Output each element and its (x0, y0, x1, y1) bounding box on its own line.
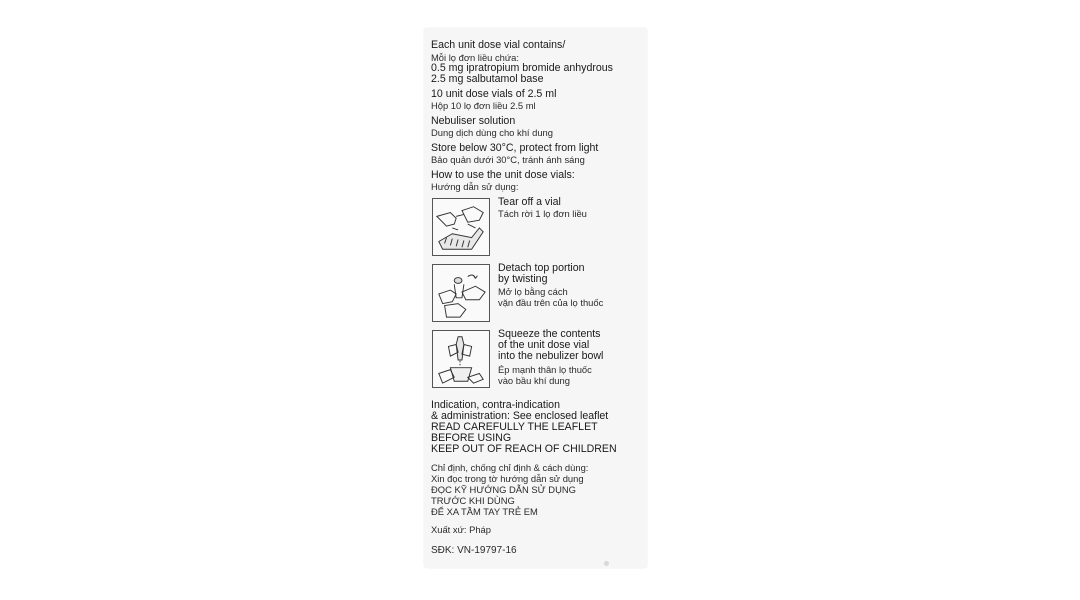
origin: Xuất xứ: Pháp (431, 524, 491, 535)
indication-vi-line2: Xin đọc trong tờ hướng dẫn sử dụng (431, 473, 584, 484)
indication-en-line1: Indication, contra-indication (431, 399, 560, 411)
printing-mark (604, 561, 609, 566)
contents-heading-vi: Mỗi lọ đơn liều chứa: (431, 52, 519, 63)
indication-en-line4: BEFORE USING (431, 432, 512, 444)
step3-en-line3: into the nebulizer bowl (498, 350, 604, 362)
step3-vi-line1: Ép mạnh thân lọ thuốc (498, 364, 592, 375)
step1-en-line1: Tear off a vial (498, 196, 561, 208)
ingredient-salbutamol: 2.5 mg salbutamol base (431, 73, 544, 85)
step3-en-line1: Squeeze the contents (498, 328, 601, 340)
step2-en-line1: Detach top portion (498, 262, 585, 274)
dosage-form-vi: Dung dịch dùng cho khí dung (431, 127, 553, 138)
dosage-form-en: Nebuliser solution (431, 115, 516, 127)
howto-heading-vi: Hướng dẫn sử dụng: (431, 181, 519, 192)
tear-off-vial-icon (432, 198, 490, 256)
step3-en-line2: of the unit dose vial (498, 339, 590, 351)
indication-en-line5: KEEP OUT OF REACH OF CHILDREN (431, 443, 617, 455)
indication-en-line3: READ CAREFULLY THE LEAFLET (431, 421, 598, 433)
indication-en-line2: & administration: See enclosed leaflet (431, 410, 609, 422)
step1-vi-line1: Tách rời 1 lọ đơn liều (498, 208, 587, 219)
howto-heading-en: How to use the unit dose vials: (431, 169, 575, 181)
pack-size-vi: Hộp 10 lọ đơn liều 2.5 ml (431, 100, 536, 111)
step2-vi-line2: vặn đầu trên của lọ thuốc (498, 297, 604, 308)
contents-heading-en: Each unit dose vial contains/ (431, 39, 566, 51)
indication-vi-line4: TRƯỚC KHI DÙNG (431, 495, 515, 506)
storage-vi: Bảo quản dưới 30°C, tránh ánh sáng (431, 154, 585, 165)
ingredient-ipratropium: 0.5 mg ipratropium bromide anhydrous (431, 62, 613, 74)
registration-number: SĐK: VN-19797-16 (431, 545, 517, 556)
indication-vi-line5: ĐỂ XA TẦM TAY TRẺ EM (431, 506, 538, 517)
indication-vi-line1: Chỉ định, chống chỉ định & cách dùng: (431, 462, 589, 473)
pack-size-en: 10 unit dose vials of 2.5 ml (431, 88, 557, 100)
storage-en: Store below 30°C, protect from light (431, 142, 599, 154)
twist-open-vial-icon (432, 264, 490, 322)
squeeze-vial-icon (432, 330, 490, 388)
indication-vi-line3: ĐỌC KỸ HƯỚNG DẪN SỬ DỤNG (431, 484, 576, 495)
step2-vi-line1: Mở lọ bằng cách (498, 286, 568, 297)
step3-vi-line2: vào bầu khí dung (498, 375, 570, 386)
step2-en-line2: by twisting (498, 273, 548, 285)
